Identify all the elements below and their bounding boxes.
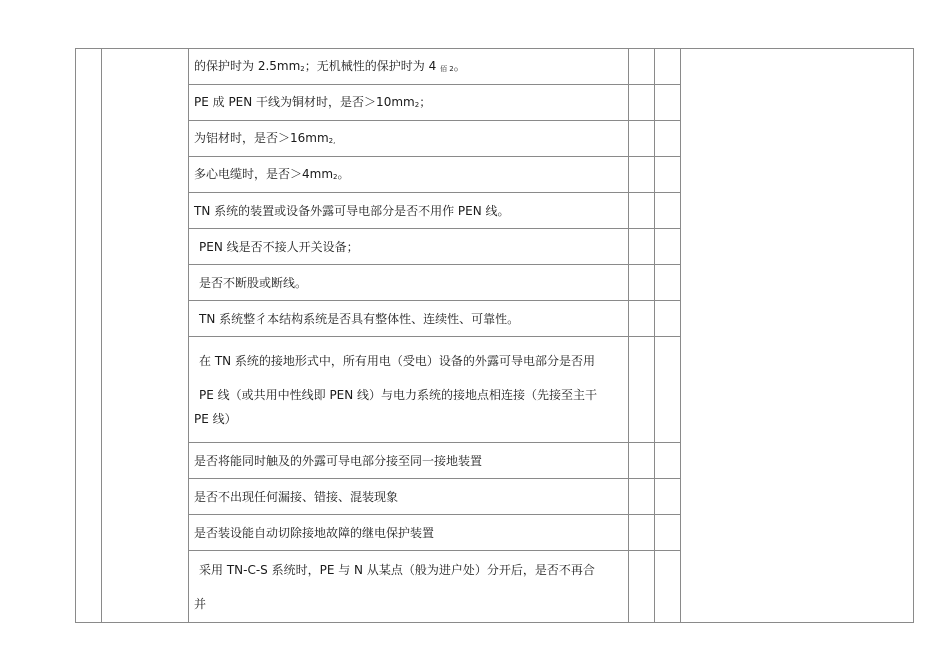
check-cell: [629, 85, 655, 121]
check-cell: [655, 157, 681, 193]
check-cell: [629, 193, 655, 229]
item-line: PE 线）: [194, 411, 237, 426]
item-cell: [189, 551, 629, 623]
item-line: 采用 TN-C-S 系统时，PE 与 N 从某点（般为进户处）分开后，是否不再合: [199, 562, 595, 577]
unit-subscript: 2: [333, 172, 338, 181]
item-cell: [189, 157, 629, 193]
item-text: TN 系统的装置或设备外露可导电部分是否不用作 PEN 线。: [194, 203, 510, 218]
unit-subscript: 2: [300, 64, 305, 73]
check-cell: [655, 193, 681, 229]
unit-subscript: 2: [414, 100, 420, 109]
item-cell: [189, 193, 629, 229]
check-cell: [655, 551, 681, 623]
check-cell: [655, 121, 681, 157]
check-cell: [629, 265, 655, 301]
item-text: 是否不断股或断线。: [199, 275, 308, 290]
item-cell: [189, 49, 629, 85]
col-seq-cell: [76, 49, 102, 623]
item-text: PE 成 PEN 干线为铜材时，是否＞10mm: [194, 94, 415, 109]
item-cell: [189, 85, 629, 121]
check-cell: [629, 479, 655, 515]
item-cell: [189, 443, 629, 479]
check-cell: [655, 301, 681, 337]
item-text: 。: [453, 58, 466, 73]
item-cell: [189, 337, 629, 443]
check-cell: [629, 229, 655, 265]
item-text: 是否不出现任何漏接、错接、混装现象: [194, 489, 399, 504]
item-cell: [189, 121, 629, 157]
check-cell: [629, 301, 655, 337]
inspection-table: [75, 48, 914, 623]
check-cell: [629, 443, 655, 479]
check-cell: [629, 337, 655, 443]
item-text: 是否将能同时触及的外露可导电部分接至同一接地装置: [194, 453, 483, 468]
item-cell: [189, 515, 629, 551]
check-cell: [655, 49, 681, 85]
check-cell: [655, 265, 681, 301]
item-text: ；无机械性的保护时为 4: [304, 58, 441, 73]
check-cell: [655, 479, 681, 515]
item-cell: [189, 265, 629, 301]
item-cell: [189, 229, 629, 265]
table-row: [76, 49, 914, 85]
check-cell: [655, 229, 681, 265]
item-text: 多心电缆时，是否＞4mm: [194, 166, 334, 181]
check-cell: [629, 121, 655, 157]
remarks-cell: [681, 49, 914, 623]
unit-subscript: 2: [328, 136, 334, 145]
check-cell: [629, 551, 655, 623]
check-cell: [629, 157, 655, 193]
item-text: PEN 线是否不接人开关设备；: [199, 239, 359, 254]
check-cell: [655, 443, 681, 479]
item-text: 的保护时为 2.5mm: [194, 58, 301, 73]
check-cell: [655, 337, 681, 443]
col-category-cell: [102, 49, 189, 623]
check-cell: [629, 515, 655, 551]
unit-subscript: 佰 2: [440, 64, 454, 73]
item-line: 并: [194, 596, 207, 611]
check-cell: [655, 515, 681, 551]
item-text: 。: [337, 166, 350, 181]
item-text: ,: [333, 136, 336, 145]
item-text: 是否装设能自动切除接地故障的继电保护装置: [194, 525, 435, 540]
item-cell: [189, 301, 629, 337]
check-cell: [629, 49, 655, 85]
item-line: 在 TN 系统的接地形式中，所有用电（受电）设备的外露可导电部分是否用: [199, 353, 595, 368]
check-cell: [655, 85, 681, 121]
item-line: PE 线（或共用中性线即 PEN 线）与电力系统的接地点相连接（先接至主干: [199, 387, 598, 402]
item-text: TN 系统整彳本结构系统是否具有整体性、连续性、可靠性。: [199, 311, 520, 326]
item-cell: [189, 479, 629, 515]
item-text: 为铝材时，是否＞16mm: [194, 130, 329, 145]
item-text: ；: [419, 94, 432, 109]
